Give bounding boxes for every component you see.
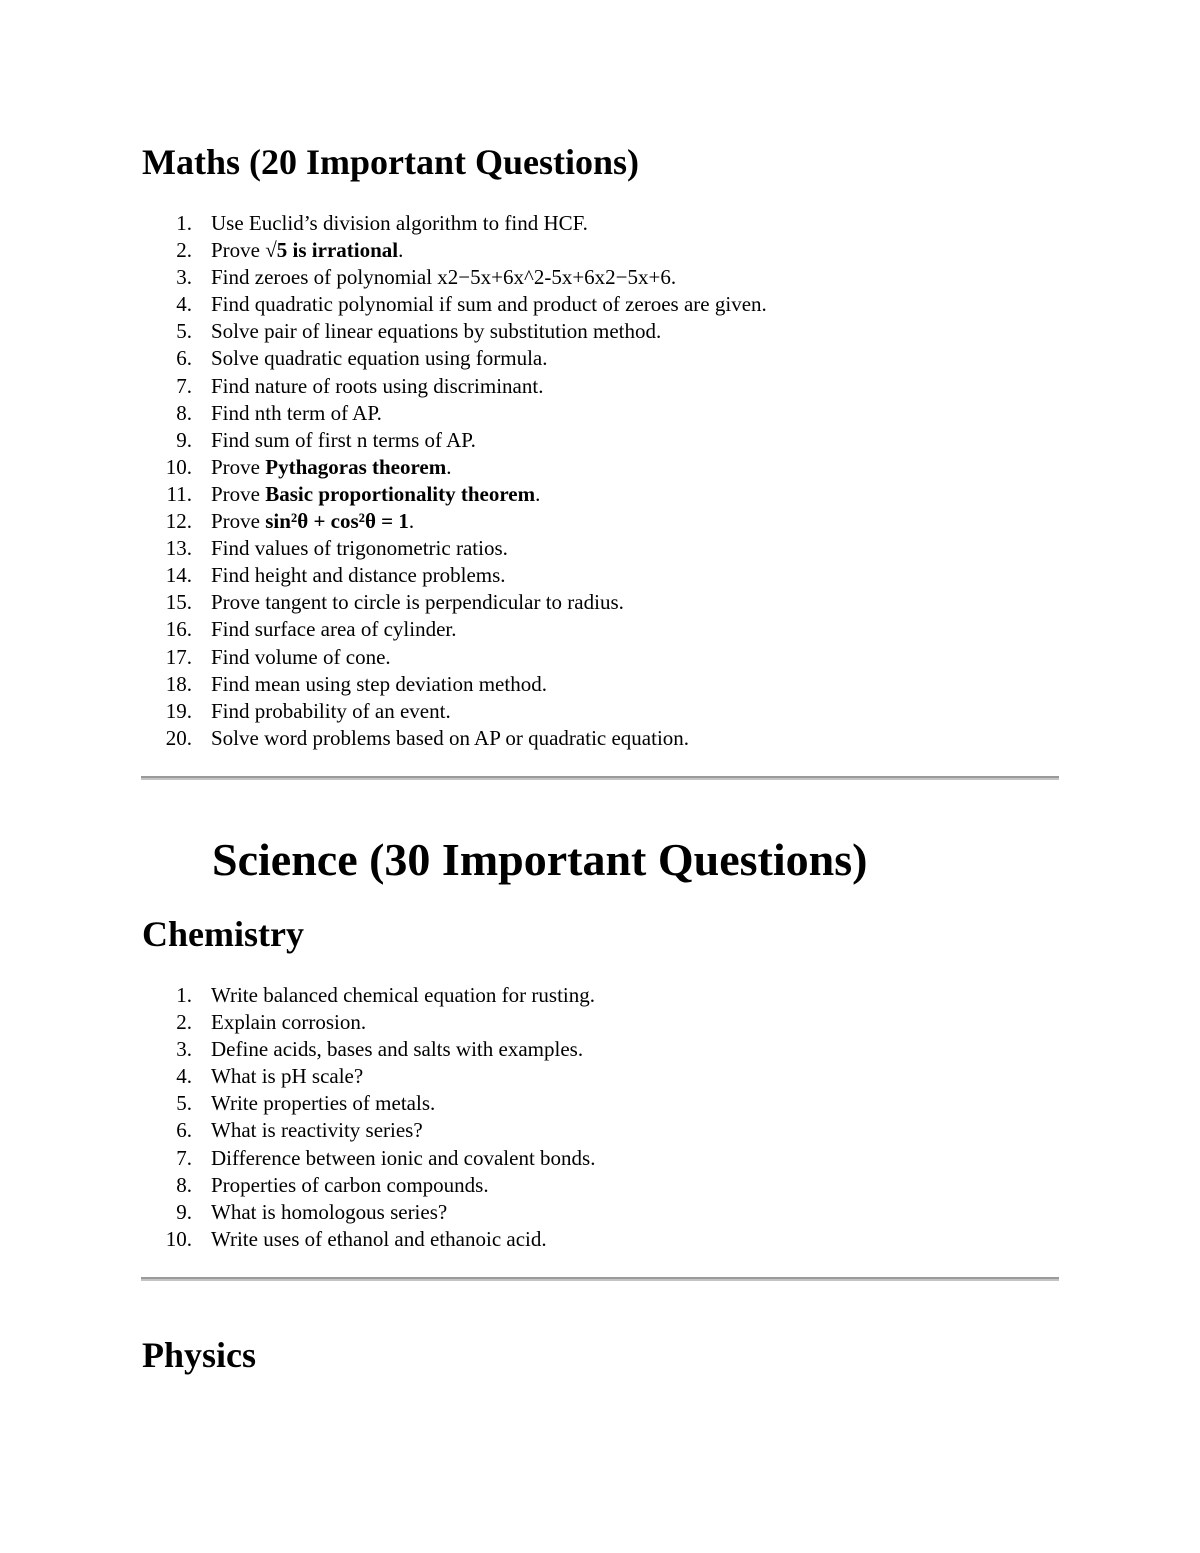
list-item-number: 9. [176, 427, 192, 452]
list-item-text [211, 1009, 366, 1036]
list-item-text [211, 508, 414, 535]
list-item-number: 5. [176, 319, 192, 344]
list-item-text-plain: Find surface area of cylinder. [211, 617, 457, 642]
list-item-text [211, 982, 595, 1009]
list-item-text-plain: Write uses of ethanol and ethanoic acid. [211, 1226, 547, 1251]
list-item-text [211, 1063, 363, 1090]
list-item-text [211, 291, 767, 318]
chemistry-heading: Chemistry [142, 914, 304, 954]
list-item-text-plain: Find zeroes of polynomial x2−5x+6x^2-5x+6x2−5x+6. [211, 265, 677, 290]
list-item-text-plain: Find volume of cone. [211, 644, 391, 669]
list-item-text [211, 373, 543, 400]
list-item-text-plain: Write properties of metals. [211, 1091, 436, 1116]
list-item-text [211, 1199, 447, 1226]
list-item-text-plain: What is reactivity series? [211, 1118, 423, 1143]
list-item-text [211, 535, 508, 562]
list-item-text-plain: What is pH scale? [211, 1064, 364, 1089]
list-item-text-plain: Prove √ [211, 238, 277, 263]
list-item-number: 8. [176, 400, 192, 425]
list-item-text-bold: Pythagoras theorem [265, 454, 447, 479]
list-item-text [211, 427, 476, 454]
list-item-text-plain: Find mean using step deviation method. [211, 671, 547, 696]
list-item-text [211, 481, 540, 508]
list-item-number: 2. [176, 1010, 192, 1035]
list-item-text-plain: Prove [211, 509, 266, 534]
list-item-text-end: . [446, 454, 452, 479]
list-item-number: 20. [165, 725, 192, 750]
list-item-text [211, 264, 676, 291]
list-item-text [211, 345, 548, 372]
list-item-text-plain: Find nature of roots using discriminant. [211, 373, 544, 398]
list-item-number: 3. [176, 1037, 192, 1062]
list-item-text-end: . [408, 509, 415, 534]
list-item-text-plain: Prove tangent to circle is perpendicular to radius. [211, 590, 624, 615]
list-item-number: 14. [165, 563, 192, 588]
list-item-number: 13. [165, 536, 192, 561]
list-item-number: 6. [176, 346, 192, 371]
science-heading: Science (30 Important Questions) [212, 834, 868, 885]
list-item-text [211, 454, 452, 481]
list-item-text [211, 1172, 489, 1199]
section-divider [141, 776, 1059, 780]
list-item-number: 10. [165, 1226, 192, 1251]
list-item-number: 7. [176, 1145, 192, 1170]
list-item-number: 1. [176, 983, 192, 1007]
list-item-text-bold: sin²θ + cos²θ = 1 [265, 509, 409, 534]
list-item-text [211, 725, 689, 752]
list-item-number: 18. [165, 671, 192, 696]
list-item-number: 10. [165, 454, 192, 479]
list-item-number: 1. [176, 211, 192, 235]
list-item-text-plain: Find nth term of AP. [211, 400, 382, 425]
list-item-text-end: . [398, 238, 404, 263]
list-item-text-plain: Explain corrosion. [211, 1010, 367, 1035]
list-item-text [211, 562, 506, 589]
list-item-text-plain: What is homologous series? [211, 1199, 448, 1224]
list-item-number: 5. [176, 1091, 192, 1116]
list-item-number: 11. [166, 481, 192, 506]
list-item-number: 6. [176, 1118, 192, 1143]
section-divider [141, 1277, 1059, 1281]
list-item-text [211, 1226, 547, 1253]
list-item-number: 15. [165, 590, 192, 615]
list-item-text [211, 1036, 583, 1063]
list-item-text [211, 1145, 595, 1172]
list-item-text-plain: Solve pair of linear equations by substitution method. [211, 319, 662, 344]
list-item-number: 19. [165, 698, 192, 723]
list-item-number: 4. [176, 1064, 192, 1089]
list-item-text [211, 400, 382, 427]
list-item-text-plain: Solve word problems based on AP or quadratic equation. [211, 725, 690, 750]
list-item-number: 2. [176, 238, 192, 263]
list-item-text-plain: Find sum of first n terms of AP. [211, 427, 476, 452]
list-item-number: 7. [176, 373, 192, 398]
list-item-text [211, 644, 391, 671]
list-item-text-plain: Solve quadratic equation using formula. [211, 346, 548, 371]
list-item-number: 17. [165, 644, 192, 669]
list-item-text-bold: Basic proportionality theorem [265, 481, 536, 506]
list-item-text-plain: Find quadratic polynomial if sum and product of zeroes are given. [211, 292, 767, 317]
physics-heading: Physics [142, 1335, 257, 1375]
list-item-text-plain: Use Euclid’s division algorithm to find HCF. [211, 211, 588, 235]
list-item-number: 9. [176, 1199, 192, 1224]
list-item-text-plain: Prove [211, 454, 266, 479]
list-item-text-plain: Find height and distance problems. [211, 563, 506, 588]
list-item-text-plain: Difference between ionic and covalent bonds. [211, 1145, 596, 1170]
list-item-text [211, 1117, 423, 1144]
maths-heading: Maths (20 Important Questions) [142, 142, 640, 182]
list-item-text [211, 318, 661, 345]
list-item-number: 16. [165, 617, 192, 642]
list-item-text-plain: Find probability of an event. [211, 698, 451, 723]
list-item-text [211, 1090, 435, 1117]
list-item-text-plain: Write balanced chemical equation for rusting. [211, 983, 595, 1007]
list-item-text [211, 698, 451, 725]
list-item-text-plain: Properties of carbon compounds. [211, 1172, 489, 1197]
list-item-number: 3. [176, 265, 192, 290]
list-item-text [211, 671, 547, 698]
list-item-text-plain: Prove [211, 481, 266, 506]
list-item-text [211, 616, 456, 643]
list-item-text-end: . [535, 481, 541, 506]
list-item-text-plain: Define acids, bases and salts with examples. [211, 1037, 584, 1062]
list-item-text [211, 237, 403, 264]
list-item-number: 4. [176, 292, 192, 317]
list-item-number: 8. [176, 1172, 192, 1197]
list-item-text-bold: 5 is irrational [276, 238, 399, 263]
list-item-text [211, 589, 624, 616]
list-item-text-plain: Find values of trigonometric ratios. [211, 536, 508, 561]
list-item-text [211, 210, 588, 237]
list-item-number: 12. [165, 509, 192, 534]
